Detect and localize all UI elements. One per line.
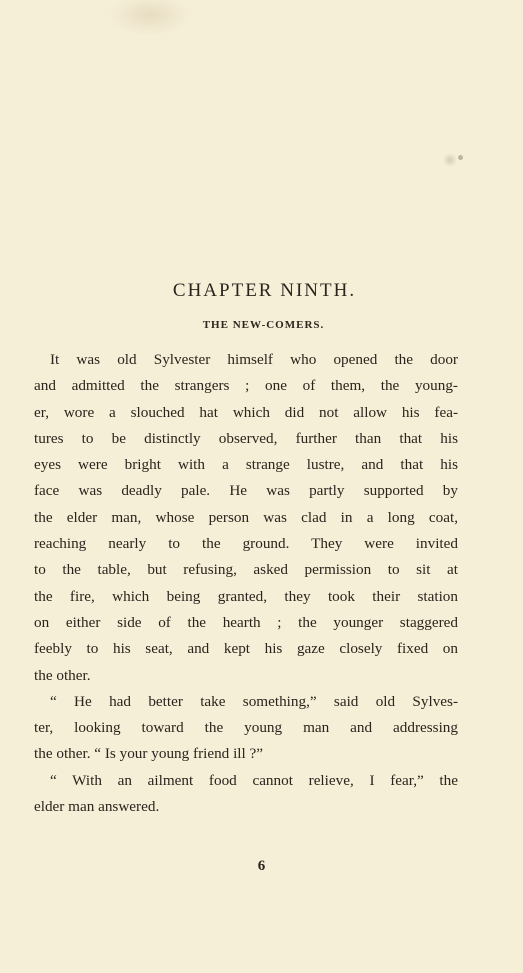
text-line: “ He had better take something,” said old Sylves- [50,692,458,710]
text-line: er, wore a slouched hat which did not allow his fea- [34,403,458,421]
text-line: eyes were bright with a strange lustre, and that his [34,456,458,474]
page-number: 6 [257,858,266,874]
text-line: on either side of the hearth ; the younger staggered [34,613,458,631]
chapter-title: CHAPTER NINTH. [172,280,357,301]
text-line: face was deadly pale. He was partly supported by [34,482,458,500]
text-line: elder man answered. [34,798,160,816]
text-line: the other. [34,666,91,684]
ink-spot [458,155,463,160]
text-line: to the table, but refusing, asked permission to sit at [34,561,458,579]
text-line: It was old Sylvester himself who opened the door [50,351,458,368]
text-line: feebly to his seat, and kept his gaze closely fixed on [34,640,458,658]
text-line: “ With an ailment food cannot relieve, I fear,” the [50,771,458,789]
text-line: ter, looking toward the young man and addressing [34,719,458,737]
text-line: tures to be distinctly observed, further than that his [34,429,458,447]
text-line: the elder man, whose person was clad in a long coat, [34,508,458,526]
text-line: the fire, which being granted, they took their station [34,587,458,605]
text-line: and admitted the strangers ; one of them, the young- [34,377,458,395]
body-text [34,347,458,820]
text-line: the other. “ Is your young friend ill ?” [34,745,264,763]
text-line: reaching nearly to the ground. They were invited [34,535,458,553]
chapter-subtitle: THE NEW-COMERS. [202,319,325,331]
